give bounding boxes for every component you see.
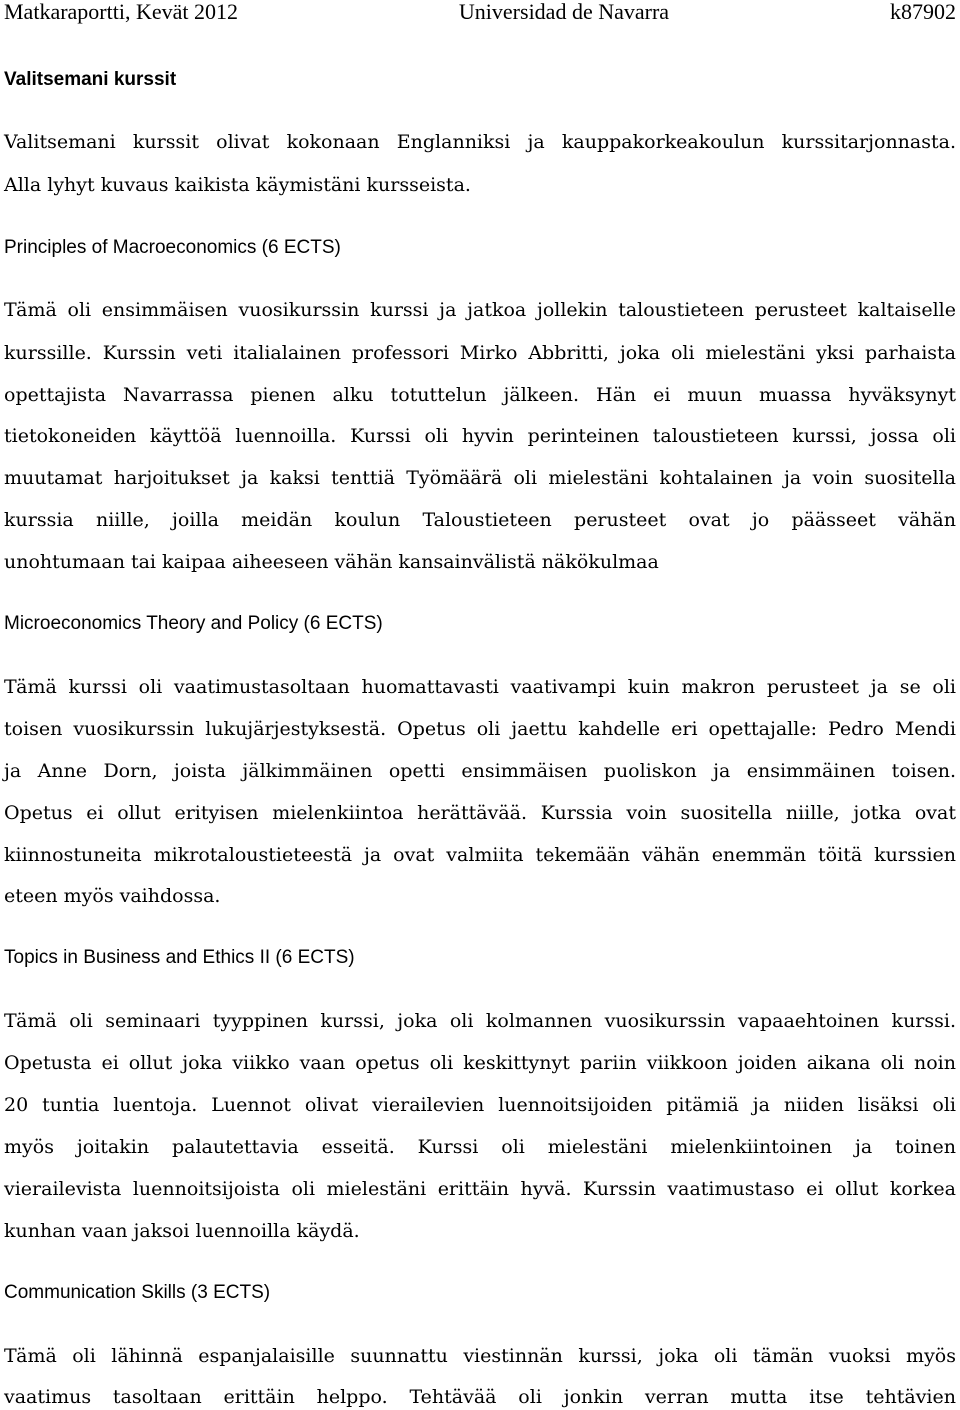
paragraph-line: vierailevista luennoitsijoista oli mielestäni erittäin hyvä. Kurssin vaatimustaso ei ollut korkea [4, 1178, 956, 1200]
paragraph-line: Opetusta ei ollut joka viikko vaan opetus oli keskittynyt pariin viikkoon joiden aikana oli noin [4, 1052, 956, 1074]
paragraph-line: kurssia niille, joilla meidän koulun Taloustieteen perusteet ovat jo päässeet vähän [4, 509, 956, 531]
paragraph-line: Opetus ei ollut erityisen mielenkiintoa herättävää. Kurssia voin suositella niille, jotka ovat [4, 802, 956, 824]
paragraph-line: opettajista Navarrassa pienen alku totuttelun jälkeen. Hän ei muun muassa hyväksynyt [4, 384, 956, 406]
intro-line: Alla lyhyt kuvaus kaikista käymistäni kursseista. [4, 174, 471, 196]
paragraph-line: toisen vuosikurssin lukujärjestyksestä. Opetus oli jaettu kahdelle eri opettajalle: Pedro Mendi [4, 718, 956, 740]
paragraph-line: Tämä oli seminaari tyyppinen kurssi, joka oli kolmannen vuosikurssin vapaaehtoinen kurssi. [4, 1010, 956, 1032]
paragraph-line: tietokoneiden käyttöä luennoilla. Kurssi oli hyvin perinteinen taloustieteen kurssi, jossa oli [4, 425, 956, 447]
section-title: Valitsemani kurssit [4, 69, 177, 90]
paragraph-line: vaatimus tasoltaan erittäin helppo. Tehtävää oli jonkin verran mutta itse tehtävien [4, 1386, 956, 1408]
paragraph-line: Tämä oli ensimmäisen vuosikurssin kurssi ja jatkoa jollekin taloustieteen perusteet kaltaiselle [4, 299, 956, 321]
paragraph-line: kurssille. Kurssin veti italialainen professori Mirko Abbritti, joka oli mielestäni yksi parhaista [4, 342, 956, 364]
header-left: Matkaraportti, Kevät 2012 [4, 0, 238, 24]
paragraph-line: myös joitakin palautettavia esseitä. Kurssi oli mielestäni mielenkiintoinen ja toinen [4, 1136, 956, 1158]
course-title: Topics in Business and Ethics II (6 ECTS) [4, 947, 355, 968]
course-title: Principles of Macroeconomics (6 ECTS) [4, 237, 341, 258]
paragraph-line: Tämä kurssi oli vaatimustasoltaan huomattavasti vaativampi kuin makron perusteet ja se oli [4, 676, 956, 698]
paragraph-line: eteen myös vaihdossa. [4, 885, 221, 907]
paragraph-line: 20 tuntia luentoja. Luennot olivat vierailevien luennoitsijoiden pitämiä ja niiden lisäksi oli [4, 1094, 956, 1116]
paragraph-line: ja Anne Dorn, joista jälkimmäinen opetti ensimmäisen puoliskon ja ensimmäinen toisen. [4, 760, 956, 782]
paragraph-line: Tämä oli lähinnä espanjalaisille suunnattu viestinnän kurssi, joka oli tämän vuoksi myös [4, 1345, 956, 1367]
paragraph-line: kiinnostuneita mikrotaloustieteestä ja ovat valmiita tekemään vähän enemmän töitä kurssien [4, 844, 956, 866]
course-title: Microeconomics Theory and Policy (6 ECTS) [4, 613, 383, 634]
header-center: Universidad de Navarra [458, 0, 670, 24]
header-right: k87902 [889, 0, 956, 24]
paragraph-line: kunhan vaan jaksoi luennoilla käydä. [4, 1220, 360, 1242]
paragraph-line: unohtumaan tai kaipaa aiheeseen vähän kansainvälistä näkökulmaa [4, 551, 659, 573]
page-header [4, 0, 956, 24]
paragraph-line: muutamat harjoitukset ja kaksi tenttiä Työmäärä oli mielestäni kohtalainen ja voin suositella [4, 467, 956, 489]
intro-line: Valitsemani kurssit olivat kokonaan Englanniksi ja kauppakorkeakoulun kurssitarjonnasta. [4, 131, 956, 153]
course-title: Communication Skills (3 ECTS) [4, 1282, 271, 1303]
